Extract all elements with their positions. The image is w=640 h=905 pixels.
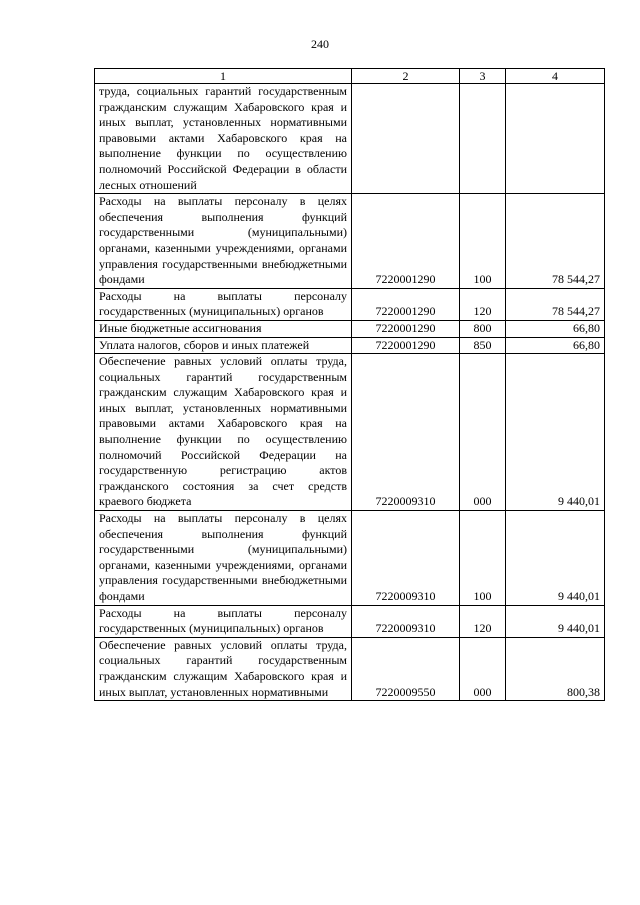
page-number: 240 [311, 37, 329, 51]
target-article-code: 7220009310 [352, 354, 460, 511]
expense-type-code [460, 84, 506, 194]
column-header-3: 3 [460, 69, 506, 84]
expense-type-code: 100 [460, 194, 506, 289]
target-article-code: 7220009310 [352, 511, 460, 606]
table-row [95, 605, 605, 637]
expense-type-code: 100 [460, 511, 506, 606]
expense-type-code: 000 [460, 637, 506, 700]
amount: 9 440,01 [506, 354, 605, 511]
table-row [95, 337, 605, 354]
expense-name: Расходы на выплаты персоналу в целях обеспечения выполнения функций государственными (муниципальными) органами, казенными учреждениями, органами управления государственными внебюджетными фондами [95, 511, 352, 606]
table-row [95, 354, 605, 511]
expense-name: Расходы на выплаты персоналу государственных (муниципальных) органов [95, 288, 352, 320]
expense-type-code: 120 [460, 288, 506, 320]
amount: 78 544,27 [506, 288, 605, 320]
table-row [95, 84, 605, 194]
expense-name: Расходы на выплаты персоналу в целях обеспечения выполнения функций государственными (муниципальными) органами, казенными учреждениями, органами управления государственными внебюджетными фондами [95, 194, 352, 289]
table-header-row [95, 69, 605, 84]
expense-type-code: 850 [460, 337, 506, 354]
amount: 800,38 [506, 637, 605, 700]
target-article-code: 7220001290 [352, 194, 460, 289]
target-article-code: 7220001290 [352, 337, 460, 354]
table-row [95, 637, 605, 700]
target-article-code: 7220001290 [352, 320, 460, 337]
expense-name: труда, социальных гарантий государственным гражданским служащим Хабаровского края и иных выплат, установленных нормативными правовыми актами Хабаровского края на выполнение функции по осуществлению полномочий Российской Федерации в области лесных отношений [95, 84, 352, 194]
expense-type-code: 000 [460, 354, 506, 511]
table-row [95, 288, 605, 320]
target-article-code: 7220009310 [352, 605, 460, 637]
target-article-code: 7220001290 [352, 288, 460, 320]
table-row [95, 511, 605, 606]
amount: 66,80 [506, 337, 605, 354]
expense-type-code: 120 [460, 605, 506, 637]
expense-name: Обеспечение равных условий оплаты труда, социальных гарантий государственным гражданским служащим Хабаровского края и иных выплат, установленных нормативными правовыми актами Хабаровского края на выполнение функции по осуществлению полномочий Российской Федерации на государственную регистрацию актов гражданского состояния за счет средств краевого бюджета [95, 354, 352, 511]
budget-table [94, 68, 605, 701]
amount: 78 544,27 [506, 194, 605, 289]
column-header-4: 4 [506, 69, 605, 84]
amount: 9 440,01 [506, 605, 605, 637]
column-header-1: 1 [95, 69, 352, 84]
expense-name: Иные бюджетные ассигнования [95, 320, 352, 337]
amount [506, 84, 605, 194]
expense-name: Расходы на выплаты персоналу государственных (муниципальных) органов [95, 605, 352, 637]
expense-name: Обеспечение равных условий оплаты труда, социальных гарантий государственным гражданским служащим Хабаровского края и иных выплат, установленных нормативными [95, 637, 352, 700]
target-article-code: 7220009550 [352, 637, 460, 700]
expense-name: Уплата налогов, сборов и иных платежей [95, 337, 352, 354]
amount: 66,80 [506, 320, 605, 337]
target-article-code [352, 84, 460, 194]
amount: 9 440,01 [506, 511, 605, 606]
expense-type-code: 800 [460, 320, 506, 337]
table-row [95, 320, 605, 337]
column-header-2: 2 [352, 69, 460, 84]
table-row [95, 194, 605, 289]
